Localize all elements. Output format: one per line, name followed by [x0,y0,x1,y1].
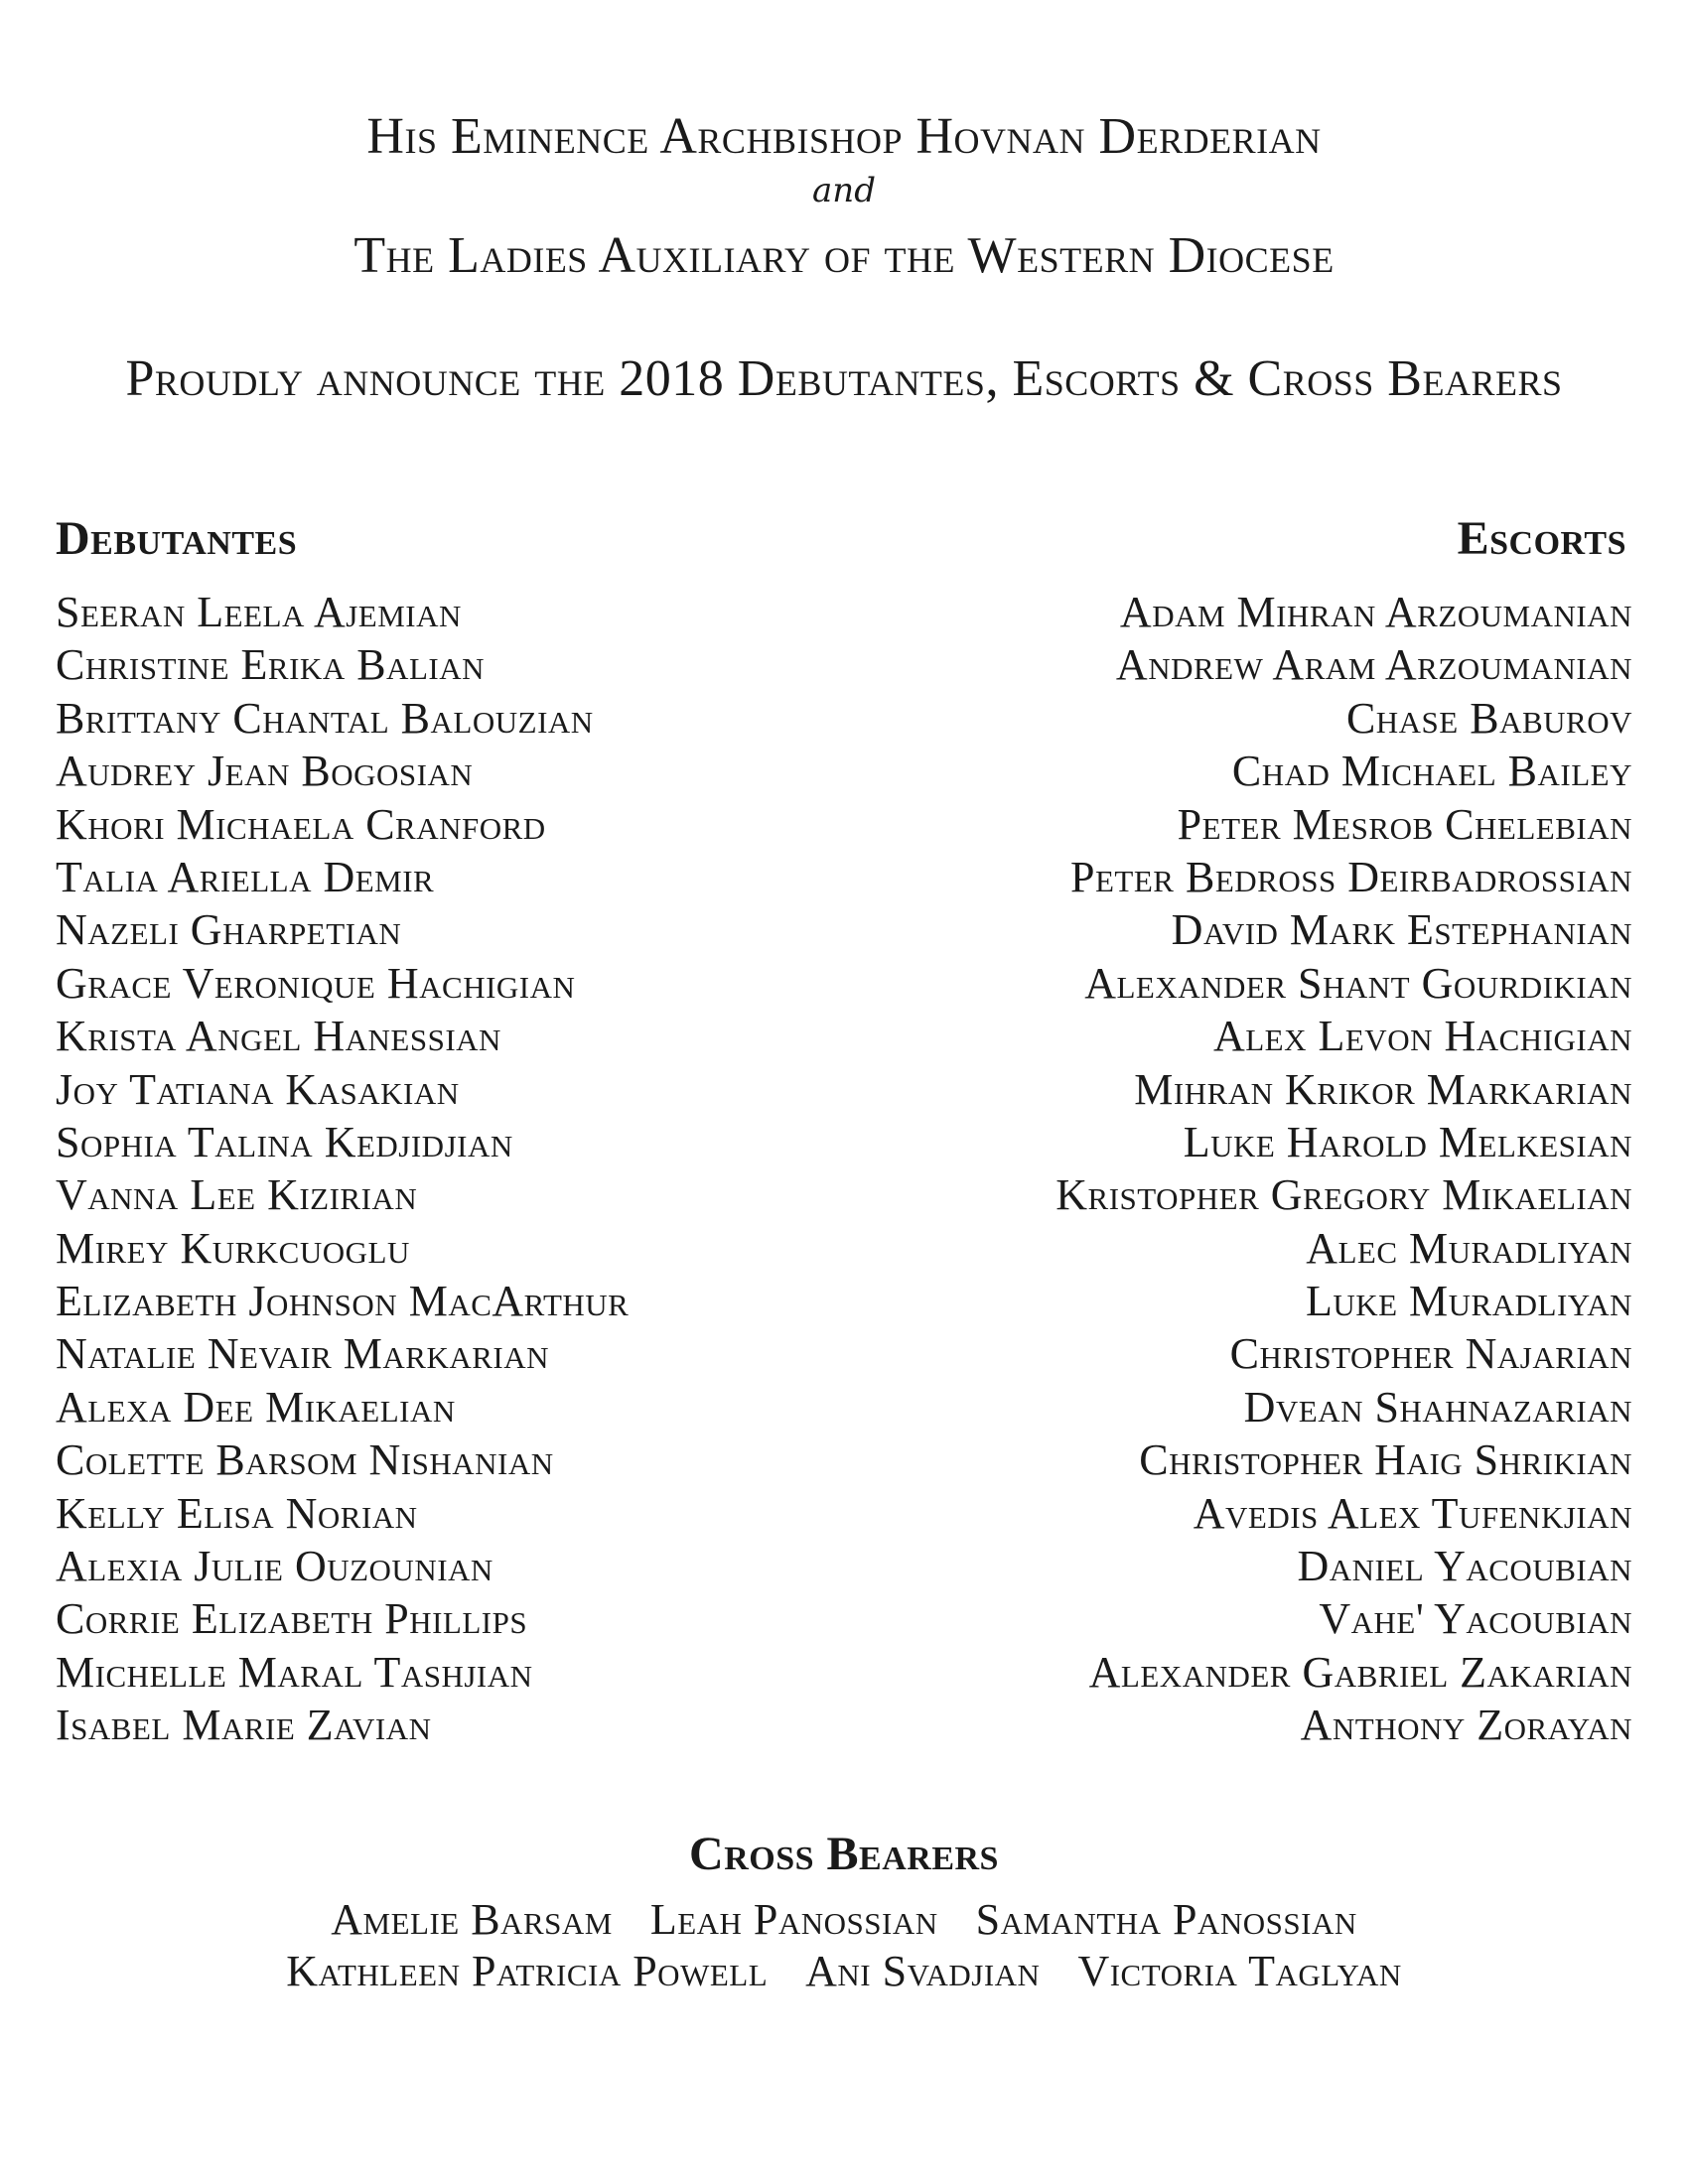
organization-line: The Ladies Auxiliary of the Western Diocese [353,227,1335,284]
cross-bearer-name: Ani Svadjian [805,1947,1041,1995]
escort-name: Chad Michael Bailey [1231,747,1632,796]
cross-bearer-name: Samantha Panossian [975,1895,1357,1944]
escort-name: Andrew Aram Arzoumanian [1115,640,1632,690]
escort-name: Chase Baburov [1345,693,1632,743]
debutante-name: Seeran Leela Ajemian [56,588,462,636]
escort-name: Dvean Shahnazarian [1243,1382,1632,1432]
conjunction-text: and [812,171,876,210]
cross-bearer-name: Amelie Barsam [331,1895,613,1944]
debutante-name: Khori Michaela Cranford [56,799,546,849]
escort-name: Peter Mesrob Chelebian [1177,799,1632,849]
debutante-name: Krista Angel Hanessian [56,1012,501,1061]
escort-name: Avedis Alex Tufenkjian [1193,1488,1632,1538]
debutante-name: Mirey Kurkcuoglu [56,1223,410,1273]
debutante-name: Corrie Elizabeth Phillips [56,1594,528,1644]
escort-name: Luke Muradliyan [1305,1277,1632,1326]
debutante-name: Brittany Chantal Balouzian [56,693,594,743]
cross-bearer-name: Leah Panossian [649,1895,938,1944]
escort-name: Christopher Najarian [1229,1329,1632,1379]
debutante-name: Audrey Jean Bogosian [56,747,474,796]
cross-bearers-row [0,1946,1688,1996]
escort-name: Vahe' Yacoubian [1319,1594,1632,1644]
debutante-name: Grace Veronique Hachigian [56,958,576,1008]
escort-name: Anthony Zorayan [1300,1701,1632,1750]
escort-name: David Mark Estephanian [1171,905,1632,955]
debutante-name: Nazeli Gharpetian [56,905,402,955]
escort-name: Mihran Krikor Markarian [1134,1064,1632,1114]
debutante-name: Christine Erika Balian [56,640,485,690]
host-line: His Eminence Archbishop Hovnan Derderian [366,108,1322,165]
escorts-list [838,586,1632,1752]
debutante-name: Alexia Julie Ouzounian [56,1542,493,1591]
escorts-heading: Escorts [1457,512,1626,565]
debutante-name: Colette Barsom Nishanian [56,1435,554,1485]
debutante-name: Talia Ariella Demir [56,852,435,901]
debutante-name: Vanna Lee Kizirian [56,1170,418,1220]
escort-name: Alexander Gabriel Zakarian [1088,1647,1632,1697]
cross-bearer-name: Kathleen Patricia Powell [286,1947,769,1995]
debutante-name: Kelly Elisa Norian [56,1488,418,1538]
escort-name: Christopher Haig Shrikian [1139,1435,1632,1485]
escort-name: Peter Bedross Deirbadrossian [1070,852,1632,901]
escort-name: Kristopher Gregory Mikaelian [1055,1170,1632,1220]
debutante-name: Sophia Talina Kedjidjian [56,1117,513,1166]
cross-bearer-name: Victoria Taglyan [1077,1947,1402,1995]
escort-name: Alec Muradliyan [1306,1223,1632,1273]
escort-name: Adam Mihran Arzoumanian [1119,588,1632,636]
debutante-name: Natalie Nevair Markarian [56,1329,549,1379]
debutante-name: Alexa Dee Mikaelian [56,1382,456,1432]
debutante-name: Isabel Marie Zavian [56,1701,432,1750]
cross-bearers-heading: Cross Bearers [689,1828,999,1880]
escort-name: Alex Levon Hachigian [1212,1012,1632,1061]
announcement-line: Proudly announce the 2018 Debutantes, Escorts & Cross Bearers [125,350,1563,407]
escort-name: Luke Harold Melkesian [1183,1117,1632,1166]
escort-name: Alexander Shant Gourdikian [1084,958,1632,1008]
debutante-name: Elizabeth Johnson MacArthur [56,1277,630,1326]
debutantes-list [56,586,830,1752]
debutante-name: Michelle Maral Tashjian [56,1647,533,1697]
debutante-name: Joy Tatiana Kasakian [56,1064,460,1114]
debutantes-heading: Debutantes [56,512,298,565]
escort-name: Daniel Yacoubian [1297,1542,1632,1591]
cross-bearers-row [0,1894,1688,1945]
